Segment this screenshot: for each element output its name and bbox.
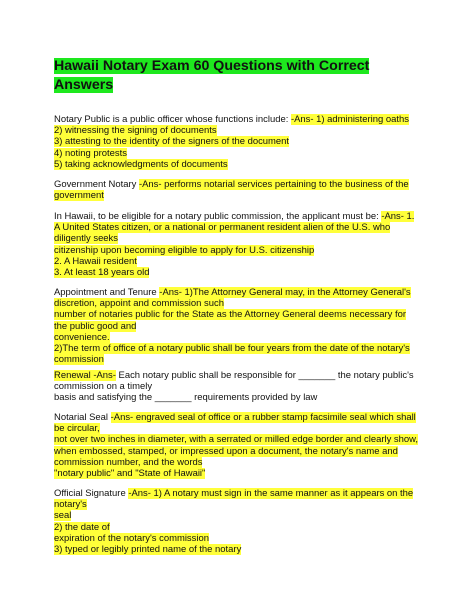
question-text: basis and satisfying the _______ requirements provided by law [54,392,318,404]
document-title [54,57,426,95]
qa-line [54,298,426,309]
qa-block-appointment-tenure [54,287,426,365]
answer-highlight: -Ans- 1)The Attorney General may, in the Attorney General's [159,287,411,298]
qa-block-government-notary [54,179,426,201]
qa-line [54,533,426,544]
answer-highlight: -Ans- 1) administering oaths [290,114,409,125]
answer-highlight: 2)The term of office of a notary public shall be four years from the date of the notary's [54,343,410,355]
answer-highlight: 2. A Hawaii resident [54,255,137,267]
qa-line [54,544,426,555]
qa-line [54,222,426,233]
qa-line [54,287,426,298]
qa-line [54,321,426,332]
qa-line [54,468,426,479]
answer-highlight: 2) witnessing the signing of documents [54,125,217,137]
qa-line [54,457,426,468]
qa-line [54,114,426,125]
qa-block-notary-public [54,114,426,170]
question-text: Official Signature [54,488,129,499]
answer-highlight: 5) taking acknowledgments of documents [54,158,228,170]
qa-line [54,136,426,147]
answer-highlight: citizenship upon becoming eligible to apply for U.S. citizenship [54,244,315,256]
answer-highlight: convenience. [54,331,110,343]
question-text: Notarial Seal [54,412,111,423]
qa-line [54,446,426,457]
answer-highlight: A United States citizen, or a national or permanent resident alien of the U.S. who [54,222,391,234]
title-line-2: Answers [54,77,114,93]
qa-line [54,179,426,190]
qa-line [54,488,426,499]
answer-highlight: commission [54,354,104,366]
answer-highlight: -Ans- 1. [381,211,415,222]
qa-block-notarial-seal [54,412,426,479]
answer-highlight: expiration of the notary's commission [54,532,209,544]
answer-highlight: be circular, [54,423,100,435]
qa-line [54,159,426,170]
qa-line [54,354,426,365]
answer-highlight: government [54,190,104,202]
qa-line [54,309,426,320]
title-line-1: Hawaii Notary Exam 60 Questions with Correct [54,58,370,74]
qa-line [54,343,426,354]
qa-line [54,522,426,533]
answer-highlight: commission number, and the words [54,456,203,468]
answer-highlight: notary's [54,499,87,511]
qa-line [54,434,426,445]
question-text: In Hawaii, to be eligible for a notary public commission, the applicant must be: [54,211,382,222]
qa-line [54,381,426,392]
qa-line [54,332,426,343]
qa-line [54,190,426,201]
qa-line [54,392,426,403]
answer-highlight: seal [54,510,72,522]
qa-line [54,412,426,423]
qa-block-eligibility [54,211,426,278]
question-text: commission on a timely [54,381,153,393]
qa-line [54,256,426,267]
answer-highlight: the public good and [54,320,137,332]
qa-line [54,148,426,159]
answer-highlight: -Ans- 1) A notary must sign in the same manner as it appears on the [128,488,414,499]
qa-block-renewal [54,370,426,404]
question-text: Each notary public shall be responsible for _______ the notary public's [115,370,414,381]
qa-line [54,267,426,278]
answer-highlight: "notary public" and "State of Hawaii" [54,468,206,480]
qa-line [54,499,426,510]
answer-highlight: diligently seeks [54,233,118,245]
question-text: Appointment and Tenure [54,287,160,298]
qa-line [54,125,426,136]
qa-line [54,510,426,521]
answer-highlight: 2) the date of [54,521,110,533]
answer-highlight: 3) typed or legibly printed name of the notary [54,544,242,556]
qa-block-official-signature [54,488,426,555]
question-text: Notary Public is a public officer whose functions include: [54,114,291,125]
answer-highlight: when embossed, stamped, or impressed upon a document, the notary's name and [54,445,398,457]
answer-highlight: 3) attesting to the identity of the signers of the document [54,136,290,148]
answer-highlight: -Ans- performs notarial services pertaining to the business of the [138,179,409,190]
answer-highlight: 4) noting protests [54,147,127,159]
qa-line [54,233,426,244]
answer-highlight: number of notaries public for the State as the Attorney General deems necessary for [54,309,406,321]
qa-line [54,370,426,381]
answer-highlight: discretion, appoint and commission such [54,298,224,310]
question-text: Government Notary [54,179,139,190]
answer-highlight: Renewal -Ans- [54,370,116,381]
answer-highlight: -Ans- engraved seal of office or a rubber stamp facsimile seal which shall [110,412,416,423]
qa-line [54,423,426,434]
answer-highlight: 3. At least 18 years old [54,267,150,279]
qa-line [54,211,426,222]
qa-line [54,245,426,256]
answer-highlight: not over two inches in diameter, with a serrated or milled edge border and clearly show, [54,434,419,446]
